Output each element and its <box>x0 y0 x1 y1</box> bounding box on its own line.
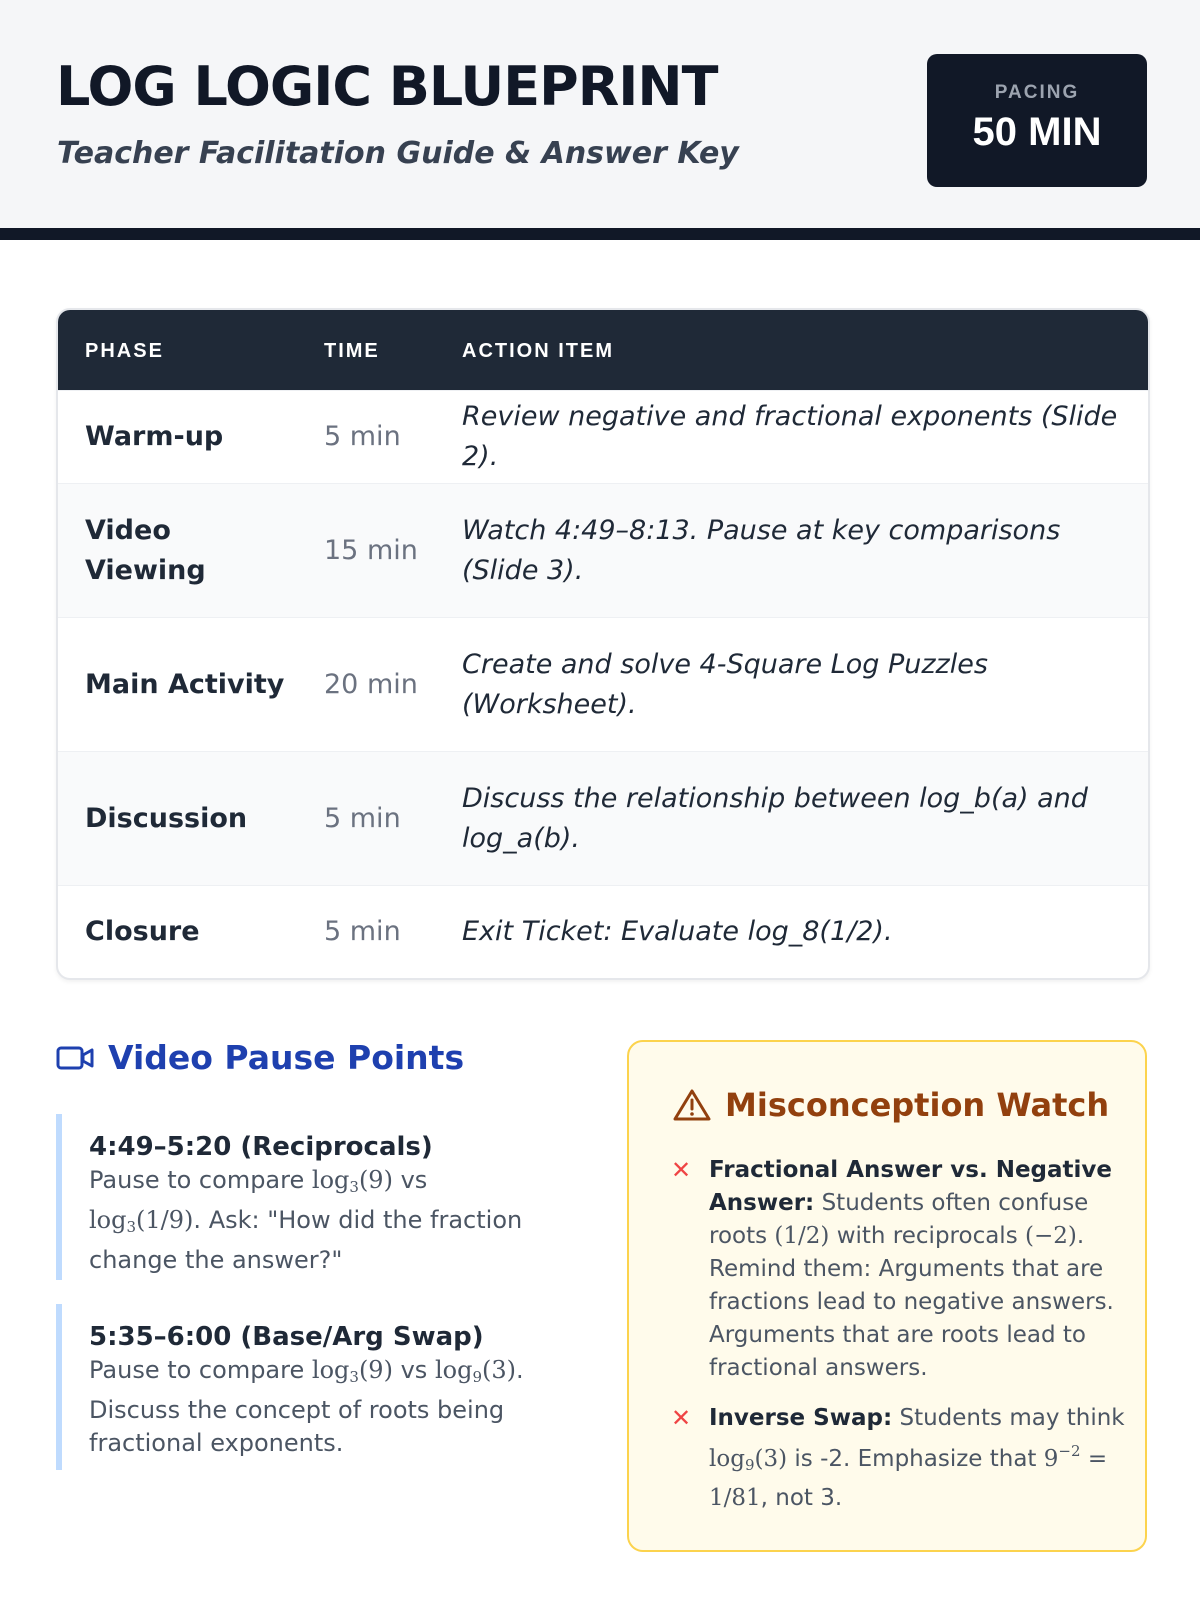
pause-point-body: Pause to compare $\log_3(9)$ vs $\log_9(3)$. Discuss the concept of roots being fractional exponents. <box>89 1356 524 1457</box>
pause-mid: vs <box>400 1166 428 1194</box>
misconception-item: ✕ Fractional Answer vs. Negative Answer: Students often confuse roots (1/2) with reciprocals (−2). Remind them: Arguments that are fractions lead to negative answers. Arguments that are roots lead to fractional answers. <box>671 1156 1114 1381</box>
pacing-value: 50 MIN <box>972 110 1102 154</box>
video-section-title-text: Video Pause Points <box>108 1038 465 1077</box>
misconception-watch-panel <box>627 1040 1147 1552</box>
phase-cell: Closure <box>85 916 200 947</box>
pause-tail: Discuss the concept of roots being fractional exponents. <box>89 1396 505 1457</box>
math-expression: (−2) <box>1025 1223 1077 1249</box>
misconception-item-heading: Inverse Swap: <box>709 1405 893 1431</box>
math-expression: $\log_9(3)$ <box>434 1356 516 1386</box>
lesson-schedule-table <box>56 308 1150 980</box>
table-row <box>58 390 1148 483</box>
pause-point-body: Pause to compare $\log_3(9)$ vs $\log_3(1/9)$. Ask: "How did the fraction change the answer?" <box>89 1166 523 1274</box>
table-row <box>58 751 1148 885</box>
misconception-item: ✕ Inverse Swap: Students may think $\log_9(3)$ is -2. Emphasize that $9^{-2} = 1/81$, not 3. <box>671 1404 1125 1511</box>
math-expression: $9^{-2} = 1/81$ <box>709 1442 1108 1511</box>
table-row <box>58 483 1148 617</box>
pacing-badge <box>927 54 1147 187</box>
column-header-phase: PHASE <box>85 340 164 362</box>
pause-point-title: 4:49–5:20 (Reciprocals) <box>89 1132 433 1162</box>
page-title: LOG LOGIC BLUEPRINT <box>56 55 718 118</box>
math-expression: (1/2) <box>774 1223 830 1249</box>
math-expression: $\log_3(9)$ <box>311 1166 393 1196</box>
page-subtitle: Teacher Facilitation Guide & Answer Key <box>57 136 739 171</box>
time-cell: 5 min <box>324 802 401 834</box>
pacing-label: PACING <box>994 82 1080 103</box>
math-expression: $\log_3(1/9)$ <box>89 1206 194 1236</box>
action-cell: Exit Ticket: Evaluate log_8(1/2). <box>462 916 893 947</box>
time-cell: 15 min <box>324 534 418 566</box>
phase-cell: Discussion <box>85 802 248 834</box>
video-section-title <box>56 1038 576 1077</box>
phase-cell: Video Viewing <box>85 514 206 586</box>
pause-point-card <box>56 1114 546 1280</box>
x-mark-icon: ✕ <box>671 1404 692 1432</box>
phase-cell: Main Activity <box>85 668 285 700</box>
x-mark-icon: ✕ <box>671 1156 692 1184</box>
math-expression: $\log_3(9)$ <box>311 1356 393 1386</box>
table-row <box>58 885 1148 978</box>
video-camera-icon <box>56 1045 94 1071</box>
pause-lead: Pause to compare <box>89 1166 305 1194</box>
table-row <box>58 617 1148 751</box>
pause-lead: Pause to compare <box>89 1356 305 1384</box>
table-header <box>58 310 1148 390</box>
misconception-item-heading: Fractional Answer vs. Negative Answer: <box>709 1157 1112 1216</box>
warning-triangle-icon <box>673 1088 711 1122</box>
math-expression: $\log_9(3)$ <box>709 1446 788 1474</box>
video-pause-points <box>56 1038 576 1457</box>
pause-point-title: 5:35–6:00 (Base/Arg Swap) <box>89 1322 484 1352</box>
column-header-time: TIME <box>324 340 380 362</box>
misconception-title-text: Misconception Watch <box>725 1086 1110 1124</box>
action-cell: Review negative and fractional exponents (Slide 2). <box>462 401 1118 472</box>
pause-tail: Ask: "How did the fraction change the answer?" <box>89 1206 523 1274</box>
action-cell: Watch 4:49–8:13. Pause at key comparisons (Slide 3). <box>462 514 1061 586</box>
column-header-action: ACTION ITEM <box>462 340 614 362</box>
misconception-title <box>673 1086 1109 1124</box>
phase-cell: Warm-up <box>85 421 224 452</box>
pause-mid: vs <box>400 1356 428 1384</box>
time-cell: 5 min <box>324 421 401 452</box>
action-cell: Create and solve 4-Square Log Puzzles (Worksheet). <box>462 648 988 720</box>
time-cell: 5 min <box>324 916 401 947</box>
time-cell: 20 min <box>324 668 418 700</box>
header <box>0 0 1200 240</box>
pause-point-card <box>56 1304 546 1470</box>
action-cell: Discuss the relationship between log_b(a) and log_a(b). <box>462 782 1088 854</box>
